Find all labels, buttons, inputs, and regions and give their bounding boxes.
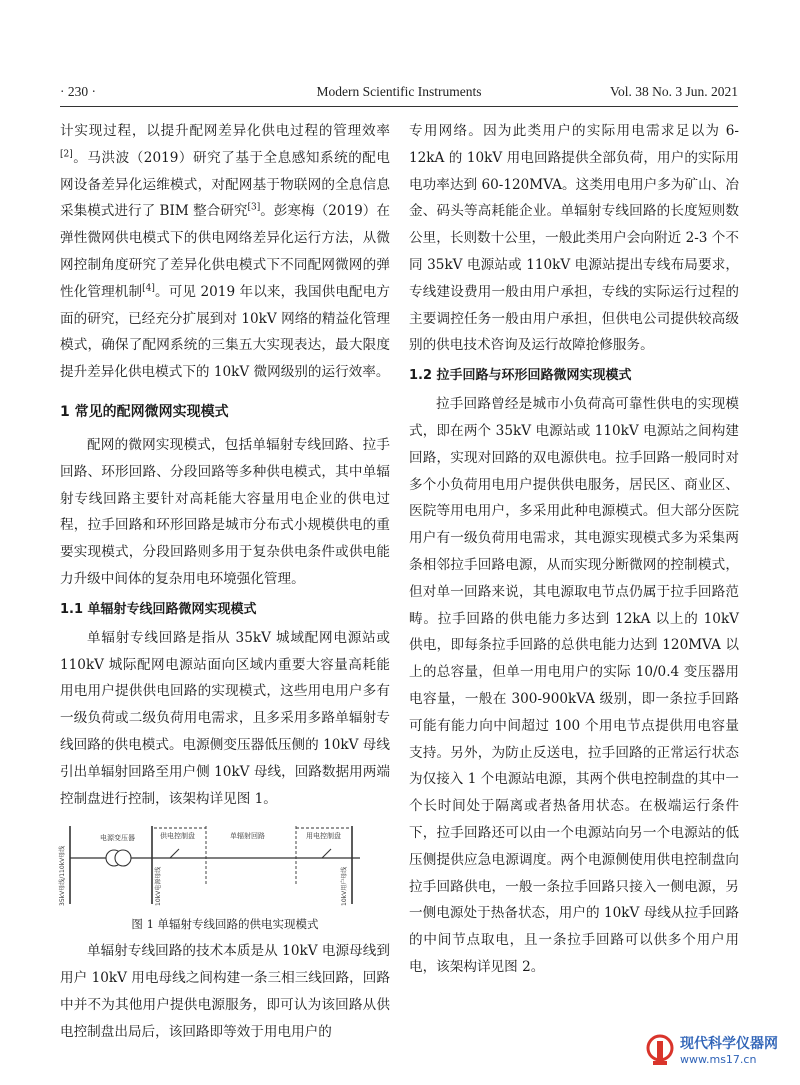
section-heading-1: 1 常见的配网微网实现模式 xyxy=(60,403,229,420)
figure-1-caption: 图 1 单辐射专线回路的供电实现模式 xyxy=(131,917,319,932)
single-radial-diagram xyxy=(60,816,390,912)
page-number: · 230 · xyxy=(60,84,96,99)
site-watermark xyxy=(644,1031,794,1071)
watermark-url[interactable]: www.ms17.cn xyxy=(680,1053,757,1066)
citation-4[interactable]: [4] xyxy=(142,283,155,294)
label-transformer: 电源变压器 xyxy=(100,834,135,843)
paragraph: 配网的微网实现模式，包括单辐射专线回路、拉手回路、环形回路、分段回路等多种供电模式，其中单辐射专线回路主要针对高耗能大容量用电企业的供电过程，拉手回路和环形回路是城市分布式小规模供电的重要实现模式，分段回路则多用于复杂供电条件或供电能力升级中间体的复杂用电环境强化管理。 xyxy=(60,436,390,587)
running-header xyxy=(60,84,738,106)
paragraph: 单辐射专线回路的技术本质是从 10kV 电源母线到用户 10kV 用电母线之间构建一条三相三线回路，回路中并不为其他用户提供电源服务，即可认为该回路从供电控制盘出局后，该回路即等效于用电用户的 xyxy=(60,943,390,1040)
paragraph: 单辐射专线回路是指从 35kV 城域配网电源站或 110kV 城际配网电源站面向区域内重要大容量高耗能用电用户提供供电回路的实现模式，这些用电用户多有一级负荷或二级负荷用电需求，且多采用多路单辐射专线回路的供电模式。电源侧变压器低压侧的 10kV 母线引出单辐射回路至用户侧 10kV 母线，回路数据用两端控制盘进行控制，该架构详见图 1。 xyxy=(60,629,390,807)
subsection-heading-1-1: 1.1 单辐射专线回路微网实现模式 xyxy=(60,601,257,617)
citation-3[interactable]: [3] xyxy=(247,202,261,213)
label-source-bus: 35kV母线/110kV母线 xyxy=(59,846,66,907)
right-column xyxy=(409,118,739,981)
paragraph-continued: 计实现过程，以提升配网差异化供电过程的管理效率[2]。马洪波（2019）研究了基于全息感知系统的配电网设备差异化运维模式，对配网基于物联网的全息信息采集模式进行了 BIM 整合研究[3]。彭寒梅（2019）在弹性微网供电模式下的供电网络差异化运行方法，从微网控制角度研究了差异化供电模式下不同配网微网的弹性化管理机制[4]。可见 2019 年以来，我国供电配电方面的研究，已经充分扩展到对 10kV 网络的精益化管理模式，确保了配网系统的三集五大实现表达，最大限度提升差异化供电模式下的 10kV 微网级别的运行效率。 xyxy=(60,123,391,381)
subsection-heading-1-2: 1.2 拉手回路与环形回路微网实现模式 xyxy=(409,368,632,384)
label-supply-panel: 供电控制盘 xyxy=(160,832,195,841)
journal-name: Modern Scientific Instruments xyxy=(316,84,482,99)
label-radial: 单辐射回路 xyxy=(230,832,265,841)
label-10kv-user-bus: 10kV用户母线 xyxy=(341,867,348,907)
volume-info: Vol. 38 No. 3 Jun. 2021 xyxy=(609,84,738,99)
watermark-logo-icon xyxy=(644,1033,676,1067)
figure-1 xyxy=(60,816,390,934)
label-user-panel: 用电控制盘 xyxy=(306,832,341,841)
paragraph-continued: 专用网络。因为此类用户的实际用电需求足以为 6-12kA 的 10kV 用电回路提供全部负荷，用户的实际用电功率达到 60-120MVA。这类用电用户多为矿山、冶金、码头等高耗能企业。单辐射专线回路的长度短则数公里，长则数十公里，一般此类用户会向附近 2-3 个不同 35kV 电源站或 110kV 电源站提出专线布局要求，专线建设费用一般由用户承担，专线的实际运行过程的主要调控任务一般由用户承担，但供电公司提供较高级别的供电技术咨询及运行故障抢修服务。 xyxy=(409,123,739,354)
citation-2[interactable]: [2] xyxy=(60,149,73,160)
header-rule xyxy=(60,106,738,107)
watermark-name: 现代科学仪器网 xyxy=(680,1036,778,1052)
paragraph: 拉手回路曾经是城市小负荷高可靠性供电的实现模式，即在两个 35kV 电源站或 110kV 电源站之间构建回路，实现对回路的双电源供电。拉手回路一般同时对多个小负荷用电用户提供供电服务，居民区、商业区、医院等用电用户，多采用此种电源模式。但大部分医院用户有一级负荷用电需求，其电源实现模式多为采集两条相邻拉手回路电源，从而实现分断微网的控制模式，但对单一回路来说，其电源取电节点仍属于拉手回路范畴。拉手回路的供电能力多达到 12kA 以上的 10kV 供电，即每条拉手回路的总供电能力达到 120MVA 以上的总容量，但单一用电用户的实际 10/0.4 变压器用电容量，一般在 300-900kVA 级别，即一条拉手回路可能有能力向中间超过 100 个用电节点提供用电容量支持。另外，为防止反送电，拉手回路的正常运行状态为仅接入 1 个电源站电源，其两个供电控制盘的其中一个长时间处于隔离或者热备用状态。在极端运行条件下，拉手回路还可以由一个电源站向另一个电源站的低压侧提供应急电源调度。两个电源侧使用供电控制盘向拉手回路供电，一般一条拉手回路只接入一侧电源，另一侧电源处于热备状态，用户的 10kV 母线从拉手回路的中间节点取电，且一条拉手回路可以供多个用户用电，该架构详见图 2。 xyxy=(409,396,739,975)
left-column xyxy=(60,118,390,1046)
label-10kv-source-bus: 10kV电源母线 xyxy=(155,867,162,907)
